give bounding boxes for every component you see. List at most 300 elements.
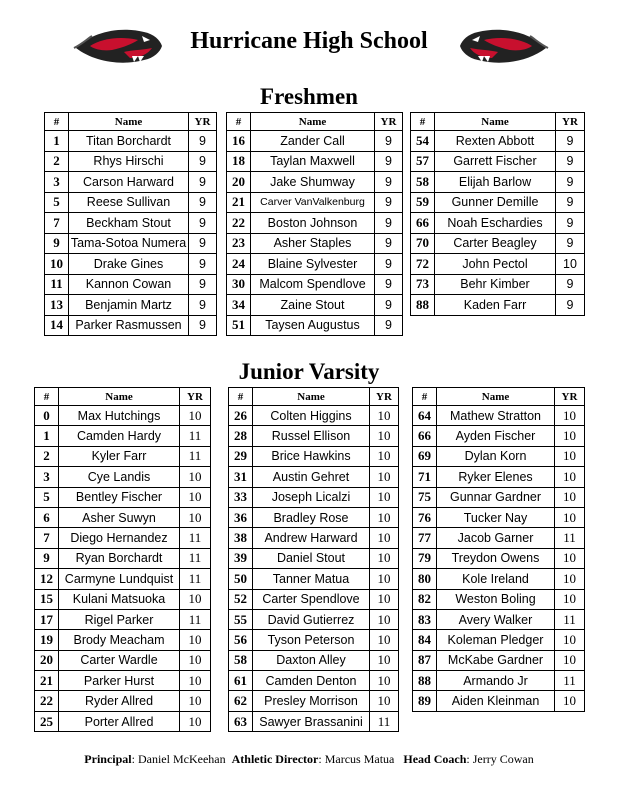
table-row bbox=[35, 691, 211, 711]
player-name: Ayden Fischer bbox=[437, 426, 555, 446]
jersey-number: 39 bbox=[229, 548, 253, 568]
player-year: 9 bbox=[375, 172, 403, 193]
head-coach-name: Jerry Cowan bbox=[472, 752, 534, 766]
player-year: 10 bbox=[370, 467, 399, 487]
table-row bbox=[413, 426, 585, 446]
jersey-number: 89 bbox=[413, 691, 437, 711]
jv-roster-table-2 bbox=[228, 387, 399, 732]
jersey-number: 34 bbox=[227, 295, 251, 316]
player-name: Koleman Pledger bbox=[437, 630, 555, 650]
jersey-number: 82 bbox=[413, 589, 437, 609]
jersey-number: 21 bbox=[35, 671, 59, 691]
table-row bbox=[35, 630, 211, 650]
table-row bbox=[413, 406, 585, 426]
table-row bbox=[45, 254, 217, 275]
jersey-number: 59 bbox=[411, 192, 435, 213]
jersey-number: 13 bbox=[45, 295, 69, 316]
table-row bbox=[413, 589, 585, 609]
player-name: Zander Call bbox=[251, 131, 375, 152]
table-row bbox=[229, 569, 399, 589]
player-year: 9 bbox=[375, 151, 403, 172]
jersey-number: 50 bbox=[229, 569, 253, 589]
player-year: 10 bbox=[370, 507, 399, 527]
table-row bbox=[227, 131, 403, 152]
table-row bbox=[227, 172, 403, 193]
table-row bbox=[411, 131, 585, 152]
jersey-number: 17 bbox=[35, 609, 59, 629]
jv-roster-table-1 bbox=[34, 387, 211, 732]
principal-label: Principal bbox=[84, 752, 132, 766]
player-year: 10 bbox=[555, 487, 585, 507]
player-name: Camden Denton bbox=[253, 671, 370, 691]
player-year: 9 bbox=[375, 192, 403, 213]
jersey-number: 88 bbox=[413, 671, 437, 691]
table-row bbox=[45, 295, 217, 316]
freshmen-roster-table-3 bbox=[410, 112, 585, 316]
player-name: Gunner Demille bbox=[435, 192, 556, 213]
jersey-number: 51 bbox=[227, 315, 251, 336]
jersey-number: 84 bbox=[413, 630, 437, 650]
player-year: 9 bbox=[556, 151, 585, 172]
player-year: 9 bbox=[189, 254, 217, 275]
player-year: 10 bbox=[180, 487, 211, 507]
jersey-number: 54 bbox=[411, 131, 435, 152]
player-year: 10 bbox=[555, 589, 585, 609]
player-year: 9 bbox=[556, 274, 585, 295]
jersey-number: 26 bbox=[229, 406, 253, 426]
player-name: Gunnar Gardner bbox=[437, 487, 555, 507]
jersey-number: 5 bbox=[45, 192, 69, 213]
jersey-number: 64 bbox=[413, 406, 437, 426]
player-name: Beckham Stout bbox=[69, 213, 189, 234]
player-name: Tucker Nay bbox=[437, 507, 555, 527]
player-name: Kulani Matsuoka bbox=[59, 589, 180, 609]
player-year: 9 bbox=[189, 315, 217, 336]
player-name: Tyson Peterson bbox=[253, 630, 370, 650]
jersey-number: 80 bbox=[413, 569, 437, 589]
player-name: Carson Harward bbox=[69, 172, 189, 193]
header-row bbox=[45, 113, 217, 131]
player-year: 10 bbox=[555, 446, 585, 466]
jersey-number: 52 bbox=[229, 589, 253, 609]
player-name: Joseph Licalzi bbox=[253, 487, 370, 507]
player-year: 10 bbox=[370, 630, 399, 650]
jersey-number: 10 bbox=[45, 254, 69, 275]
player-year: 9 bbox=[375, 233, 403, 254]
column-header-name: Name bbox=[69, 113, 189, 131]
table-row bbox=[227, 213, 403, 234]
jersey-number: 22 bbox=[35, 691, 59, 711]
head-coach-label: Head Coach bbox=[403, 752, 467, 766]
player-year: 10 bbox=[370, 487, 399, 507]
player-name: Parker Rasmussen bbox=[69, 315, 189, 336]
jersey-number: 58 bbox=[411, 172, 435, 193]
table-row bbox=[35, 609, 211, 629]
table-row bbox=[35, 467, 211, 487]
jersey-number: 19 bbox=[35, 630, 59, 650]
player-year: 10 bbox=[370, 548, 399, 568]
jersey-number: 62 bbox=[229, 691, 253, 711]
jersey-number: 11 bbox=[45, 274, 69, 295]
player-name: Carmyne Lundquist bbox=[59, 569, 180, 589]
table-row bbox=[411, 233, 585, 254]
table-row bbox=[413, 467, 585, 487]
player-name: Carter Wardle bbox=[59, 650, 180, 670]
table-row bbox=[413, 446, 585, 466]
player-year: 10 bbox=[370, 406, 399, 426]
header-row bbox=[35, 388, 211, 406]
player-name: Diego Hernandez bbox=[59, 528, 180, 548]
player-name: Garrett Fischer bbox=[435, 151, 556, 172]
table-row bbox=[35, 426, 211, 446]
player-name: Jacob Garner bbox=[437, 528, 555, 548]
table-row bbox=[35, 487, 211, 507]
player-name: Avery Walker bbox=[437, 609, 555, 629]
jv-roster-table-3 bbox=[412, 387, 585, 712]
player-name: Malcom Spendlove bbox=[251, 274, 375, 295]
player-name: McKabe Gardner bbox=[437, 650, 555, 670]
table-row bbox=[413, 548, 585, 568]
player-year: 11 bbox=[555, 528, 585, 548]
player-year: 9 bbox=[189, 213, 217, 234]
jersey-number: 25 bbox=[35, 711, 59, 731]
column-header-yr: YR bbox=[189, 113, 217, 131]
table-row bbox=[45, 274, 217, 295]
player-year: 10 bbox=[180, 650, 211, 670]
player-name: Weston Boling bbox=[437, 589, 555, 609]
player-name: Russel Ellison bbox=[253, 426, 370, 446]
jersey-number: 57 bbox=[411, 151, 435, 172]
jersey-number: 5 bbox=[35, 487, 59, 507]
player-name: Bradley Rose bbox=[253, 507, 370, 527]
player-name: Taylan Maxwell bbox=[251, 151, 375, 172]
player-year: 10 bbox=[180, 507, 211, 527]
table-row bbox=[227, 233, 403, 254]
jersey-number: 55 bbox=[229, 609, 253, 629]
player-year: 10 bbox=[180, 711, 211, 731]
table-row bbox=[411, 213, 585, 234]
table-row bbox=[45, 151, 217, 172]
table-row bbox=[413, 609, 585, 629]
header-row bbox=[227, 113, 403, 131]
table-row bbox=[413, 691, 585, 711]
table-row bbox=[229, 630, 399, 650]
jersey-number: 1 bbox=[35, 426, 59, 446]
column-header-yr: YR bbox=[180, 388, 211, 406]
principal-name: Daniel McKeehan bbox=[137, 752, 226, 766]
table-row bbox=[227, 254, 403, 275]
player-year: 11 bbox=[180, 569, 211, 589]
table-row bbox=[413, 528, 585, 548]
player-year: 10 bbox=[555, 650, 585, 670]
player-name: Taysen Augustus bbox=[251, 315, 375, 336]
table-row bbox=[45, 213, 217, 234]
jersey-number: 63 bbox=[229, 711, 253, 731]
player-name: Mathew Stratton bbox=[437, 406, 555, 426]
column-header-yr: YR bbox=[370, 388, 399, 406]
player-name: Asher Suwyn bbox=[59, 507, 180, 527]
table-row bbox=[35, 406, 211, 426]
table-row bbox=[413, 569, 585, 589]
jersey-number: 24 bbox=[227, 254, 251, 275]
player-name: Elijah Barlow bbox=[435, 172, 556, 193]
player-year: 9 bbox=[556, 172, 585, 193]
column-header-num: # bbox=[413, 388, 437, 406]
player-name: Max Hutchings bbox=[59, 406, 180, 426]
table-row bbox=[227, 151, 403, 172]
player-year: 10 bbox=[555, 630, 585, 650]
player-year: 11 bbox=[555, 671, 585, 691]
player-name: Austin Gehret bbox=[253, 467, 370, 487]
freshmen-roster-table-1 bbox=[44, 112, 217, 336]
player-name: Asher Staples bbox=[251, 233, 375, 254]
player-year: 10 bbox=[370, 528, 399, 548]
player-year: 10 bbox=[370, 569, 399, 589]
table-row bbox=[229, 528, 399, 548]
jersey-number: 3 bbox=[35, 467, 59, 487]
jersey-number: 38 bbox=[229, 528, 253, 548]
player-name: Kaden Farr bbox=[435, 295, 556, 316]
player-name: Ryker Elenes bbox=[437, 467, 555, 487]
player-year: 10 bbox=[555, 426, 585, 446]
page-title: Hurricane High School bbox=[190, 28, 428, 54]
column-header-name: Name bbox=[59, 388, 180, 406]
player-year: 9 bbox=[556, 233, 585, 254]
jersey-number: 76 bbox=[413, 507, 437, 527]
player-name: Rexten Abbott bbox=[435, 131, 556, 152]
jersey-number: 1 bbox=[45, 131, 69, 152]
column-header-name: Name bbox=[251, 113, 375, 131]
table-row bbox=[45, 172, 217, 193]
table-row bbox=[229, 487, 399, 507]
player-year: 10 bbox=[370, 650, 399, 670]
player-year: 10 bbox=[555, 691, 585, 711]
column-header-num: # bbox=[35, 388, 59, 406]
table-row bbox=[35, 671, 211, 691]
player-year: 10 bbox=[555, 406, 585, 426]
player-name: David Gutierrez bbox=[253, 609, 370, 629]
player-name: Noah Eschardies bbox=[435, 213, 556, 234]
player-name: Daxton Alley bbox=[253, 650, 370, 670]
player-year: 10 bbox=[555, 507, 585, 527]
player-name: Cye Landis bbox=[59, 467, 180, 487]
header-row bbox=[413, 388, 585, 406]
jersey-number: 56 bbox=[229, 630, 253, 650]
table-row bbox=[35, 650, 211, 670]
player-name: Tama-Sotoa Numera bbox=[69, 233, 189, 254]
player-name: John Pectol bbox=[435, 254, 556, 275]
table-row bbox=[229, 650, 399, 670]
player-name: Blaine Sylvester bbox=[251, 254, 375, 275]
table-row bbox=[45, 192, 217, 213]
player-year: 10 bbox=[180, 406, 211, 426]
jersey-number: 83 bbox=[413, 609, 437, 629]
table-row bbox=[229, 406, 399, 426]
column-header-num: # bbox=[45, 113, 69, 131]
player-year: 11 bbox=[180, 426, 211, 446]
column-header-yr: YR bbox=[556, 113, 585, 131]
player-name: Brody Meacham bbox=[59, 630, 180, 650]
player-name: Titan Borchardt bbox=[69, 131, 189, 152]
jersey-number: 88 bbox=[411, 295, 435, 316]
player-name: Rhys Hirschi bbox=[69, 151, 189, 172]
player-name: Rigel Parker bbox=[59, 609, 180, 629]
player-year: 10 bbox=[370, 426, 399, 446]
jersey-number: 87 bbox=[413, 650, 437, 670]
player-name: Daniel Stout bbox=[253, 548, 370, 568]
jersey-number: 36 bbox=[229, 507, 253, 527]
table-row bbox=[227, 192, 403, 213]
player-year: 9 bbox=[375, 274, 403, 295]
player-name: Tanner Matua bbox=[253, 569, 370, 589]
table-row bbox=[411, 274, 585, 295]
table-row bbox=[35, 528, 211, 548]
player-year: 9 bbox=[375, 315, 403, 336]
player-name: Behr Kimber bbox=[435, 274, 556, 295]
jersey-number: 7 bbox=[45, 213, 69, 234]
table-row bbox=[227, 315, 403, 336]
jersey-number: 15 bbox=[35, 589, 59, 609]
jersey-number: 75 bbox=[413, 487, 437, 507]
player-name: Colten Higgins bbox=[253, 406, 370, 426]
freshmen-heading: Freshmen bbox=[260, 84, 358, 109]
jersey-number: 18 bbox=[227, 151, 251, 172]
table-row bbox=[413, 630, 585, 650]
player-name: Porter Allred bbox=[59, 711, 180, 731]
player-name: Carter Beagley bbox=[435, 233, 556, 254]
jersey-number: 28 bbox=[229, 426, 253, 446]
table-row bbox=[413, 650, 585, 670]
table-row bbox=[411, 295, 585, 316]
player-year: 10 bbox=[180, 589, 211, 609]
header-row bbox=[411, 113, 585, 131]
player-year: 9 bbox=[375, 131, 403, 152]
player-year: 9 bbox=[189, 131, 217, 152]
jersey-number: 61 bbox=[229, 671, 253, 691]
column-header-num: # bbox=[229, 388, 253, 406]
jersey-number: 22 bbox=[227, 213, 251, 234]
player-year: 10 bbox=[370, 691, 399, 711]
table-row bbox=[229, 467, 399, 487]
athletic-director-name: Marcus Matua bbox=[324, 752, 395, 766]
jersey-number: 9 bbox=[35, 548, 59, 568]
player-name: Aiden Kleinman bbox=[437, 691, 555, 711]
player-name: Brice Hawkins bbox=[253, 446, 370, 466]
column-header-name: Name bbox=[253, 388, 370, 406]
player-year: 10 bbox=[180, 671, 211, 691]
table-row bbox=[229, 691, 399, 711]
player-year: 10 bbox=[370, 671, 399, 691]
jv-heading: Junior Varsity bbox=[238, 359, 380, 384]
player-year: 11 bbox=[180, 548, 211, 568]
player-name: Drake Gines bbox=[69, 254, 189, 275]
player-name: Ryan Borchardt bbox=[59, 548, 180, 568]
player-year: 10 bbox=[180, 691, 211, 711]
staff-footer: Principal: Daniel McKeehan Athletic Director: Marcus Matua Head Coach: Jerry Cowan bbox=[84, 752, 534, 766]
table-row bbox=[229, 609, 399, 629]
player-year: 9 bbox=[375, 295, 403, 316]
player-name: Carver VanValkenburg bbox=[251, 192, 375, 213]
column-header-yr: YR bbox=[375, 113, 403, 131]
player-year: 11 bbox=[180, 528, 211, 548]
player-year: 9 bbox=[556, 192, 585, 213]
player-name: Armando Jr bbox=[437, 671, 555, 691]
player-name: Ryder Allred bbox=[59, 691, 180, 711]
player-year: 9 bbox=[375, 254, 403, 275]
jersey-number: 0 bbox=[35, 406, 59, 426]
player-year: 10 bbox=[180, 467, 211, 487]
jersey-number: 3 bbox=[45, 172, 69, 193]
jersey-number: 6 bbox=[35, 507, 59, 527]
player-year: 10 bbox=[180, 630, 211, 650]
freshmen-roster-table-2 bbox=[226, 112, 403, 336]
header-row bbox=[229, 388, 399, 406]
table-row bbox=[229, 426, 399, 446]
player-name: Boston Johnson bbox=[251, 213, 375, 234]
player-name: Kyler Farr bbox=[59, 446, 180, 466]
table-row bbox=[411, 172, 585, 193]
column-header-name: Name bbox=[435, 113, 556, 131]
player-year: 11 bbox=[555, 609, 585, 629]
column-header-yr: YR bbox=[555, 388, 585, 406]
table-row bbox=[227, 274, 403, 295]
table-row bbox=[413, 507, 585, 527]
player-year: 10 bbox=[555, 548, 585, 568]
player-name: Reese Sullivan bbox=[69, 192, 189, 213]
column-header-name: Name bbox=[437, 388, 555, 406]
player-year: 10 bbox=[370, 446, 399, 466]
table-row bbox=[413, 487, 585, 507]
table-row bbox=[411, 151, 585, 172]
table-row bbox=[411, 192, 585, 213]
jersey-number: 14 bbox=[45, 315, 69, 336]
jersey-number: 66 bbox=[411, 213, 435, 234]
player-year: 9 bbox=[189, 233, 217, 254]
table-row bbox=[35, 569, 211, 589]
table-row bbox=[229, 446, 399, 466]
table-row bbox=[413, 671, 585, 691]
jersey-number: 20 bbox=[227, 172, 251, 193]
jersey-number: 77 bbox=[413, 528, 437, 548]
table-row bbox=[45, 233, 217, 254]
jersey-number: 23 bbox=[227, 233, 251, 254]
player-year: 9 bbox=[375, 213, 403, 234]
jersey-number: 70 bbox=[411, 233, 435, 254]
player-name: Benjamin Martz bbox=[69, 295, 189, 316]
jersey-number: 2 bbox=[35, 446, 59, 466]
player-year: 10 bbox=[370, 589, 399, 609]
player-year: 9 bbox=[556, 295, 585, 316]
player-name: Kole Ireland bbox=[437, 569, 555, 589]
jersey-number: 21 bbox=[227, 192, 251, 213]
table-row bbox=[35, 548, 211, 568]
table-row bbox=[229, 507, 399, 527]
table-row bbox=[35, 711, 211, 731]
table-row bbox=[229, 548, 399, 568]
table-row bbox=[45, 315, 217, 336]
player-name: Carter Spendlove bbox=[253, 589, 370, 609]
athletic-director-label: Athletic Director bbox=[231, 752, 319, 766]
player-name: Jake Shumway bbox=[251, 172, 375, 193]
column-header-num: # bbox=[411, 113, 435, 131]
table-row bbox=[35, 589, 211, 609]
jersey-number: 9 bbox=[45, 233, 69, 254]
player-year: 11 bbox=[180, 609, 211, 629]
player-year: 9 bbox=[189, 172, 217, 193]
player-year: 9 bbox=[189, 192, 217, 213]
player-year: 10 bbox=[555, 467, 585, 487]
jersey-number: 33 bbox=[229, 487, 253, 507]
